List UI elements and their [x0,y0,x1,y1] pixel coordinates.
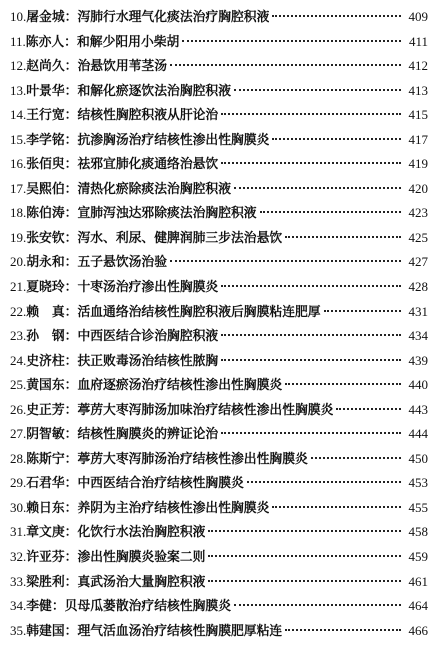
entry-author: 赵尚久： [26,59,78,75]
entry-author: 阴智敏： [26,427,78,443]
entry-author: 李学铭： [26,132,78,148]
dot-leader [272,15,401,17]
entry-number: 29. [10,475,27,491]
dot-leader [221,285,401,287]
toc-entry [10,520,428,545]
entry-page-number: 459 [408,549,428,565]
entry-title: 祛邪宜肺化痰通络治悬饮 [77,157,219,173]
entry-page-number: 443 [408,401,428,417]
entry-author: 许亚芬： [26,550,78,566]
toc-entry [10,324,428,349]
entry-author: 史正芳： [26,402,78,418]
entry-title: 中西医结合诊治胸腔积液 [77,329,219,345]
entry-title: 葶苈大枣泻肺汤加味治疗结核性渗出性胸膜炎 [77,402,334,418]
entry-number: 27. [10,426,27,442]
entry-author: 陈亦人： [25,34,77,50]
entry-number: 20. [10,254,27,270]
entry-author: 韩建国： [26,623,78,639]
entry-number: 24. [10,352,27,368]
entry-number: 18. [10,205,27,221]
entry-author: 赖 真： [26,304,78,320]
entry-page-number: 413 [408,82,428,98]
entry-number: 13. [10,82,27,98]
toc-entry [10,471,428,496]
toc-entry [10,152,428,177]
entry-page-number: 411 [408,33,428,49]
entry-title: 活血通络治结核性胸腔积液后胸膜粘连肥厚 [77,304,321,320]
entry-number: 10. [10,9,27,24]
entry-title: 结核性胸膜炎的辨证论治 [77,427,219,443]
dot-leader [208,580,401,582]
toc-entry [10,226,428,251]
dot-leader [221,113,401,115]
dot-leader [221,359,401,361]
entry-author: 赖日东： [26,500,78,516]
dot-leader [208,555,401,557]
dot-leader [234,604,401,606]
entry-author: 黄国东： [26,378,78,394]
toc-entry [10,570,428,595]
dot-leader [260,211,401,213]
entry-title: 渗出性胸膜炎验案二则 [77,550,206,566]
entry-title: 贝母瓜蒌散治疗结核性胸膜炎 [64,599,231,615]
entry-number: 16. [10,156,27,172]
dot-leader [208,530,401,532]
toc-entry [10,398,428,423]
dot-leader [324,310,401,312]
entry-number: 30. [10,499,27,515]
entry-number: 31. [10,524,27,540]
entry-author: 章文庚： [26,525,78,541]
dot-leader [272,506,401,508]
entry-number: 17. [10,180,27,196]
dot-leader [170,260,401,262]
toc-entry [10,128,428,153]
toc-entry [10,5,428,30]
entry-title: 泻肺行水理气化痰法治疗胸腔积液 [77,10,270,25]
toc-entry [10,496,428,521]
entry-number: 11. [10,33,26,49]
entry-number: 34. [10,598,27,614]
toc-entry [10,619,428,644]
toc-entry [10,30,428,55]
entry-author: 叶景华： [26,83,78,99]
entry-page-number: 409 [408,9,428,24]
entry-page-number: 464 [408,598,428,614]
toc-entry [10,545,428,570]
toc-entry [10,300,428,325]
toc-entry [10,373,428,398]
entry-author: 屠金城： [26,10,78,25]
dot-leader [221,162,401,164]
entry-author: 张佰臾： [26,157,78,173]
entry-page-number: 444 [408,426,428,442]
dot-leader [170,64,401,66]
entry-page-number: 419 [408,156,428,172]
entry-title: 十枣汤治疗渗出性胸膜炎 [77,280,219,296]
entry-number: 33. [10,573,27,589]
entry-page-number: 461 [408,573,428,589]
entry-page-number: 455 [408,499,428,515]
dot-leader [182,40,401,42]
entry-page-number: 412 [408,58,428,74]
toc-entry [10,103,428,128]
entry-page-number: 440 [408,377,428,393]
entry-number: 21. [10,279,27,295]
entry-title: 扶正败毒汤治结核性脓胸 [77,353,219,369]
entry-page-number: 427 [408,254,428,270]
dot-leader [234,89,401,91]
toc-entry [10,594,428,619]
entry-page-number: 420 [408,180,428,196]
entry-page-number: 453 [408,475,428,491]
entry-title: 抗渗胸汤治疗结核性渗出性胸膜炎 [77,132,270,148]
entry-title: 中西医结合治疗结核性胸膜炎 [77,476,244,492]
entry-title: 理气活血汤治疗结核性胸膜肥厚粘连 [77,623,283,639]
entry-author: 孙 钢： [26,329,78,345]
entry-author: 夏晓玲： [26,280,78,296]
dot-leader [221,334,401,336]
entry-title: 泻水、利尿、健脾润肺三步法治悬饮 [77,230,283,246]
entry-number: 32. [10,549,27,565]
entry-title: 化饮行水法治胸腔积液 [77,525,206,541]
dot-leader [221,432,401,434]
entry-title: 和解少阳用小柴胡 [76,34,180,50]
entry-author: 梁胜利： [26,574,78,590]
toc-entry [10,349,428,374]
entry-page-number: 425 [408,229,428,245]
toc-entry [10,201,428,226]
entry-number: 35. [10,622,27,638]
entry-page-number: 434 [408,328,428,344]
dot-leader [311,457,401,459]
entry-title: 养阴为主治疗结核性渗出性胸膜炎 [77,500,270,516]
dot-leader [285,383,401,385]
entry-number: 15. [10,131,27,147]
entry-page-number: 466 [408,622,428,638]
entry-title: 结核性胸腔积液从肝论治 [77,108,219,124]
entry-title: 五子悬饮汤治验 [77,255,168,271]
entry-page-number: 428 [408,279,428,295]
entry-author: 王行宽： [26,108,78,124]
entry-page-number: 439 [408,352,428,368]
entry-title: 葶苈大枣泻肺汤治疗结核性渗出性胸膜炎 [77,451,308,467]
toc-entry [10,422,428,447]
dot-leader [247,481,401,483]
entry-author: 陈斯宁： [26,451,78,467]
entry-page-number: 423 [408,205,428,221]
toc-entry [10,79,428,104]
entry-title: 和解化瘀逐饮法治胸腔积液 [77,83,231,99]
entry-author: 陈伯涛： [26,206,78,222]
dot-leader [272,138,401,140]
toc-entry [10,177,428,202]
entry-number: 28. [10,450,27,466]
entry-number: 22. [10,303,27,319]
entry-title: 宣肺泻浊达邪除痰法治胸腔积液 [77,206,257,222]
entry-page-number: 450 [408,450,428,466]
entry-author: 胡永和： [26,255,78,271]
entry-page-number: 458 [408,524,428,540]
toc-entry [10,275,428,300]
dot-leader [285,236,401,238]
toc-entry [10,447,428,472]
entry-number: 14. [10,107,27,123]
entry-title: 清热化瘀除痰法治胸腔积液 [77,181,231,197]
entry-author: 石君华： [26,476,78,492]
entry-author: 吴熙伯： [26,181,78,197]
entry-number: 25. [10,377,27,393]
entry-title: 治悬饮用苇茎汤 [77,59,168,75]
dot-leader [234,187,401,189]
entry-author: 张安钦： [26,230,78,246]
dot-leader [336,408,401,410]
entry-number: 12. [10,58,27,74]
entry-number: 19. [10,229,27,245]
entry-author: 李健： [26,599,65,615]
entry-title: 血府逐瘀汤治疗结核性渗出性胸膜炎 [77,378,283,394]
dot-leader [285,629,401,631]
entry-number: 26. [10,401,27,417]
entry-title: 真武汤治大量胸腔积液 [77,574,206,590]
toc-entry [10,54,428,79]
entry-number: 23. [10,328,27,344]
entry-author: 史济柱： [26,353,78,369]
entry-page-number: 417 [408,131,428,147]
toc-entry [10,250,428,275]
entry-page-number: 415 [408,107,428,123]
entry-page-number: 431 [408,303,428,319]
